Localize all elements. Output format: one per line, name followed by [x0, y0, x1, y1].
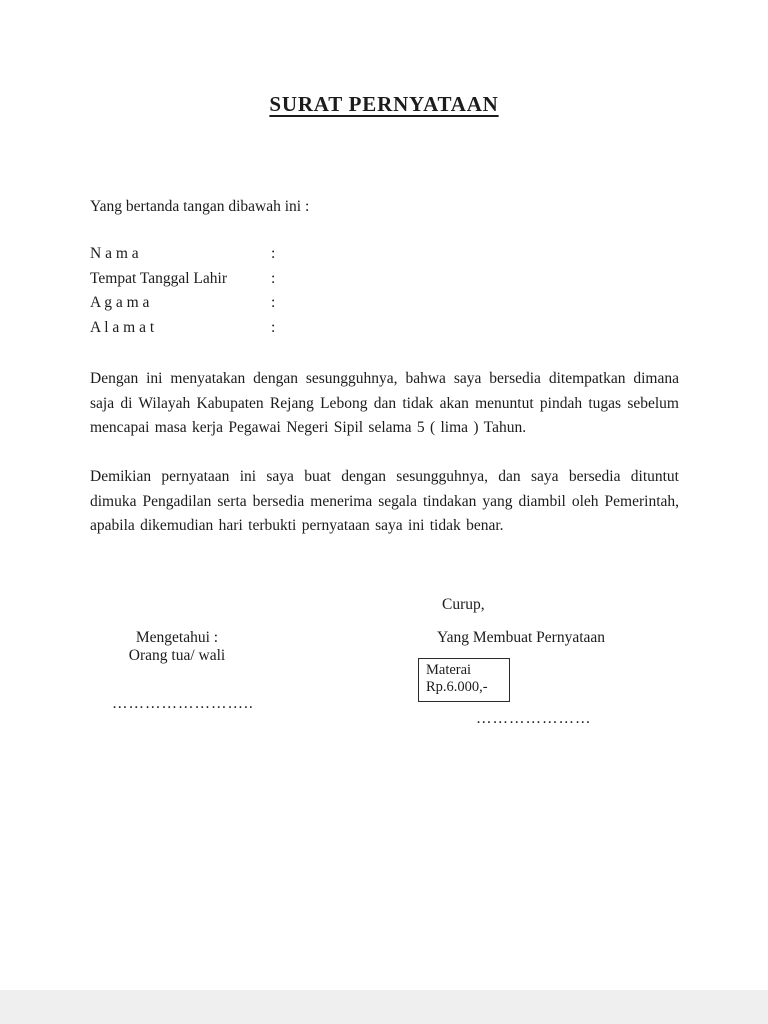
field-label-alamat: A l a m a t	[90, 318, 155, 336]
left-signature-line1: Mengetahui :	[135, 629, 219, 646]
left-signature-block	[98, 629, 256, 665]
scan-edge-band	[0, 990, 768, 1024]
field-label-nama: N a m a	[90, 245, 139, 262]
field-colon: :	[271, 269, 276, 287]
field-colon: :	[271, 318, 276, 336]
field-row-agama	[90, 294, 490, 319]
right-signature-title: Yang Membuat Pernyataan	[437, 629, 606, 646]
field-colon: :	[271, 294, 276, 311]
left-signature-line2: Orang tua/ wali	[128, 647, 226, 664]
salutation-line: Yang bertanda tangan dibawah ini :	[90, 198, 310, 215]
statement-paragraph-2: Demikian pernyataan ini saya buat dengan sesungguhnya, dan saya bersedia dituntut dimuka Pengadilan serta bersedia menerima segala tindakan yang diambil oleh Pemerintah, apabila dikemudian hari terbukti pernyataan saya ini tidak benar.	[90, 468, 679, 535]
materai-label: Materai	[426, 662, 472, 678]
page-title-text: SURAT PERNYATAAN	[269, 92, 499, 116]
field-row-nama	[90, 245, 490, 270]
field-label-agama: A g a m a	[90, 294, 150, 311]
page-title	[0, 92, 768, 117]
field-label-tempat-tanggal-lahir: Tempat Tanggal Lahir	[90, 269, 227, 287]
field-colon: :	[271, 245, 276, 262]
identity-fields	[90, 245, 490, 343]
statement-paragraph-1: Dengan ini menyatakan dengan sesungguhnya, bahwa saya bersedia ditempatkan dimana saja di Wilayah Kabupaten Rejang Lebong dan tidak akan menuntut pindah tugas sebelum mencapai masa kerja Pegawai Negeri Sipil selama 5 ( lima ) Tahun.	[90, 370, 679, 437]
right-signature-dots: …………………	[476, 710, 592, 727]
left-signature-dots: ……………………..	[112, 695, 254, 712]
materai-stamp-box	[418, 658, 510, 702]
field-row-tempat-tanggal-lahir	[90, 270, 490, 295]
city-date-line: Curup,	[442, 596, 485, 613]
materai-amount: Rp.6.000,-	[426, 679, 488, 695]
field-row-alamat	[90, 319, 490, 344]
